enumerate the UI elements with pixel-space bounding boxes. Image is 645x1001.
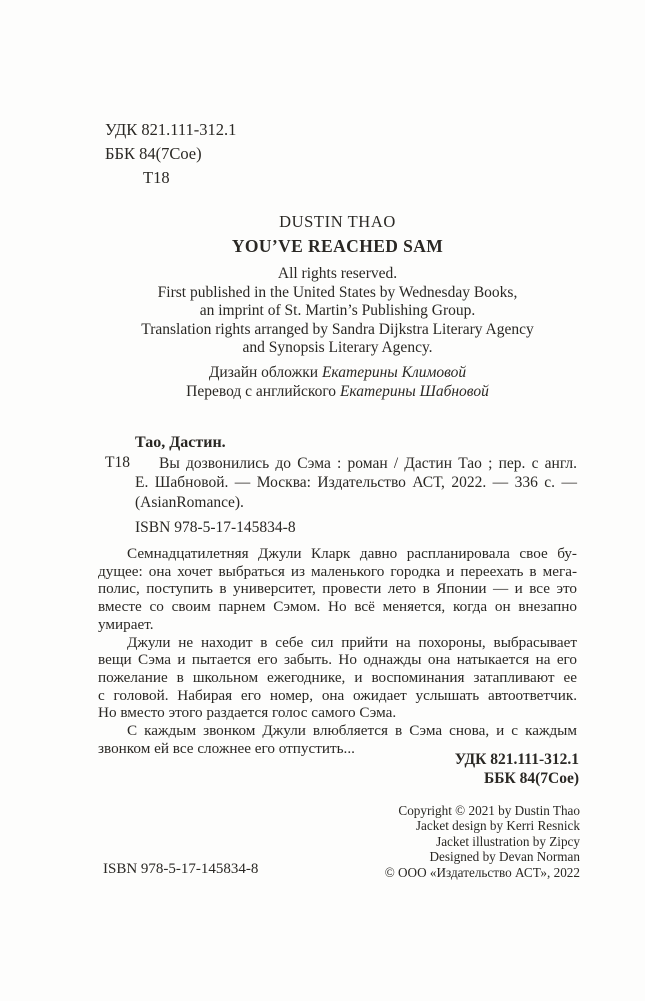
udk-code: УДК 821.111-312.1 xyxy=(105,120,237,139)
rights-line: and Synopsis Literary Agency. xyxy=(242,339,433,357)
annotation-line: полис, поступить в университет, провести лето в Японии — и все это xyxy=(98,580,577,598)
annotation-line: звонком ей все сложнее его отпустить... xyxy=(98,739,355,757)
copyright-line: Copyright © 2021 by Dustin Thao xyxy=(398,803,580,818)
udk-code-bottom: УДК 821.111-312.1 xyxy=(454,751,579,768)
catalog-author-code: Т18 xyxy=(105,454,130,471)
top-classification-codes xyxy=(105,118,236,190)
annotation-line: Семнадцатилетняя Джули Кларк давно распланировала свое бу- xyxy=(127,545,577,562)
annotation-line: Джули не находит в себе сил прийти на похороны, выбрасывает xyxy=(127,633,577,651)
catalog-entry-line: (AsianRomance). xyxy=(135,493,244,511)
copyright-line: © ООО «Издательство АСТ», 2022 xyxy=(384,864,580,880)
catalog-entry-line: Е. Шабновой. — Москва: Издательство АСТ, 2022. — 336 с. — xyxy=(135,474,577,492)
translator-name: Екатерины Шабновой xyxy=(339,383,489,400)
translation-label: Перевод с английского xyxy=(186,383,340,400)
catalog-entry-line: Вы дозвонились до Сэма : роман / Дастин Тао ; пер. с англ. xyxy=(159,455,577,472)
bbk-code: ББК 84(7Сое) xyxy=(105,144,202,163)
annotation-line: дущее: она хочет выбраться из маленького городка и переехать в мега- xyxy=(98,562,577,580)
copyright-line: Jacket illustration by Zipcy xyxy=(436,833,580,849)
rights-statement xyxy=(98,265,577,358)
copyright-line: Designed by Devan Norman xyxy=(429,849,580,865)
copyright-line: Jacket design by Kerri Resnick xyxy=(415,818,580,834)
annotation-line: вещи Сэма и пытается его забыть. Но однажды она натыкается на его xyxy=(98,651,577,669)
catalog-author-heading: Тао, Дастин. xyxy=(135,434,226,451)
cover-designer-name: Екатерины Климовой xyxy=(321,364,467,381)
annotation-line: Но вместо этого раздается голос самого Сэма. xyxy=(98,704,397,722)
translation-credit xyxy=(98,382,577,401)
cover-design-label: Дизайн обложки xyxy=(208,364,322,381)
cover-design-credit xyxy=(98,363,577,382)
annotation-line: с головой. Набирая его номер, она ожидает услышать автоответчик. xyxy=(98,686,577,704)
edition-credits xyxy=(98,363,577,401)
rights-line: All rights reserved. xyxy=(277,265,398,282)
author-sign-code: Т18 xyxy=(143,168,170,187)
rights-line: Translation rights arranged by Sandra Dijkstra Literary Agency xyxy=(141,320,534,338)
catalog-entry xyxy=(135,454,577,512)
annotation-line: вместе со своим парнем Сэмом. Но всё меняется, когда он внезапно xyxy=(98,598,577,616)
isbn-catalog: ISBN 978-5-17-145834-8 xyxy=(135,519,296,536)
rights-line: First published in the United States by Wednesday Books, xyxy=(157,283,518,301)
annotation-line: умирает. xyxy=(98,615,154,633)
rights-line: an imprint of St. Martin’s Publishing Group. xyxy=(199,302,476,320)
annotation xyxy=(98,545,577,757)
annotation-line: С каждым звонком Джули влюбляется в Сэма снова, и с каждым xyxy=(127,722,577,740)
isbn-bottom: ISBN 978-5-17-145834-8 xyxy=(103,861,259,877)
bbk-code-bottom: ББК 84(7Сое) xyxy=(483,769,579,787)
original-title: YOU’VE REACHED SAM xyxy=(231,236,444,256)
original-author: DUSTIN THAO xyxy=(279,212,396,231)
annotation-line: пожелание в школьном ежегоднике, и воспоминания затапливают ее xyxy=(98,668,577,686)
bottom-classification-codes xyxy=(98,751,579,788)
